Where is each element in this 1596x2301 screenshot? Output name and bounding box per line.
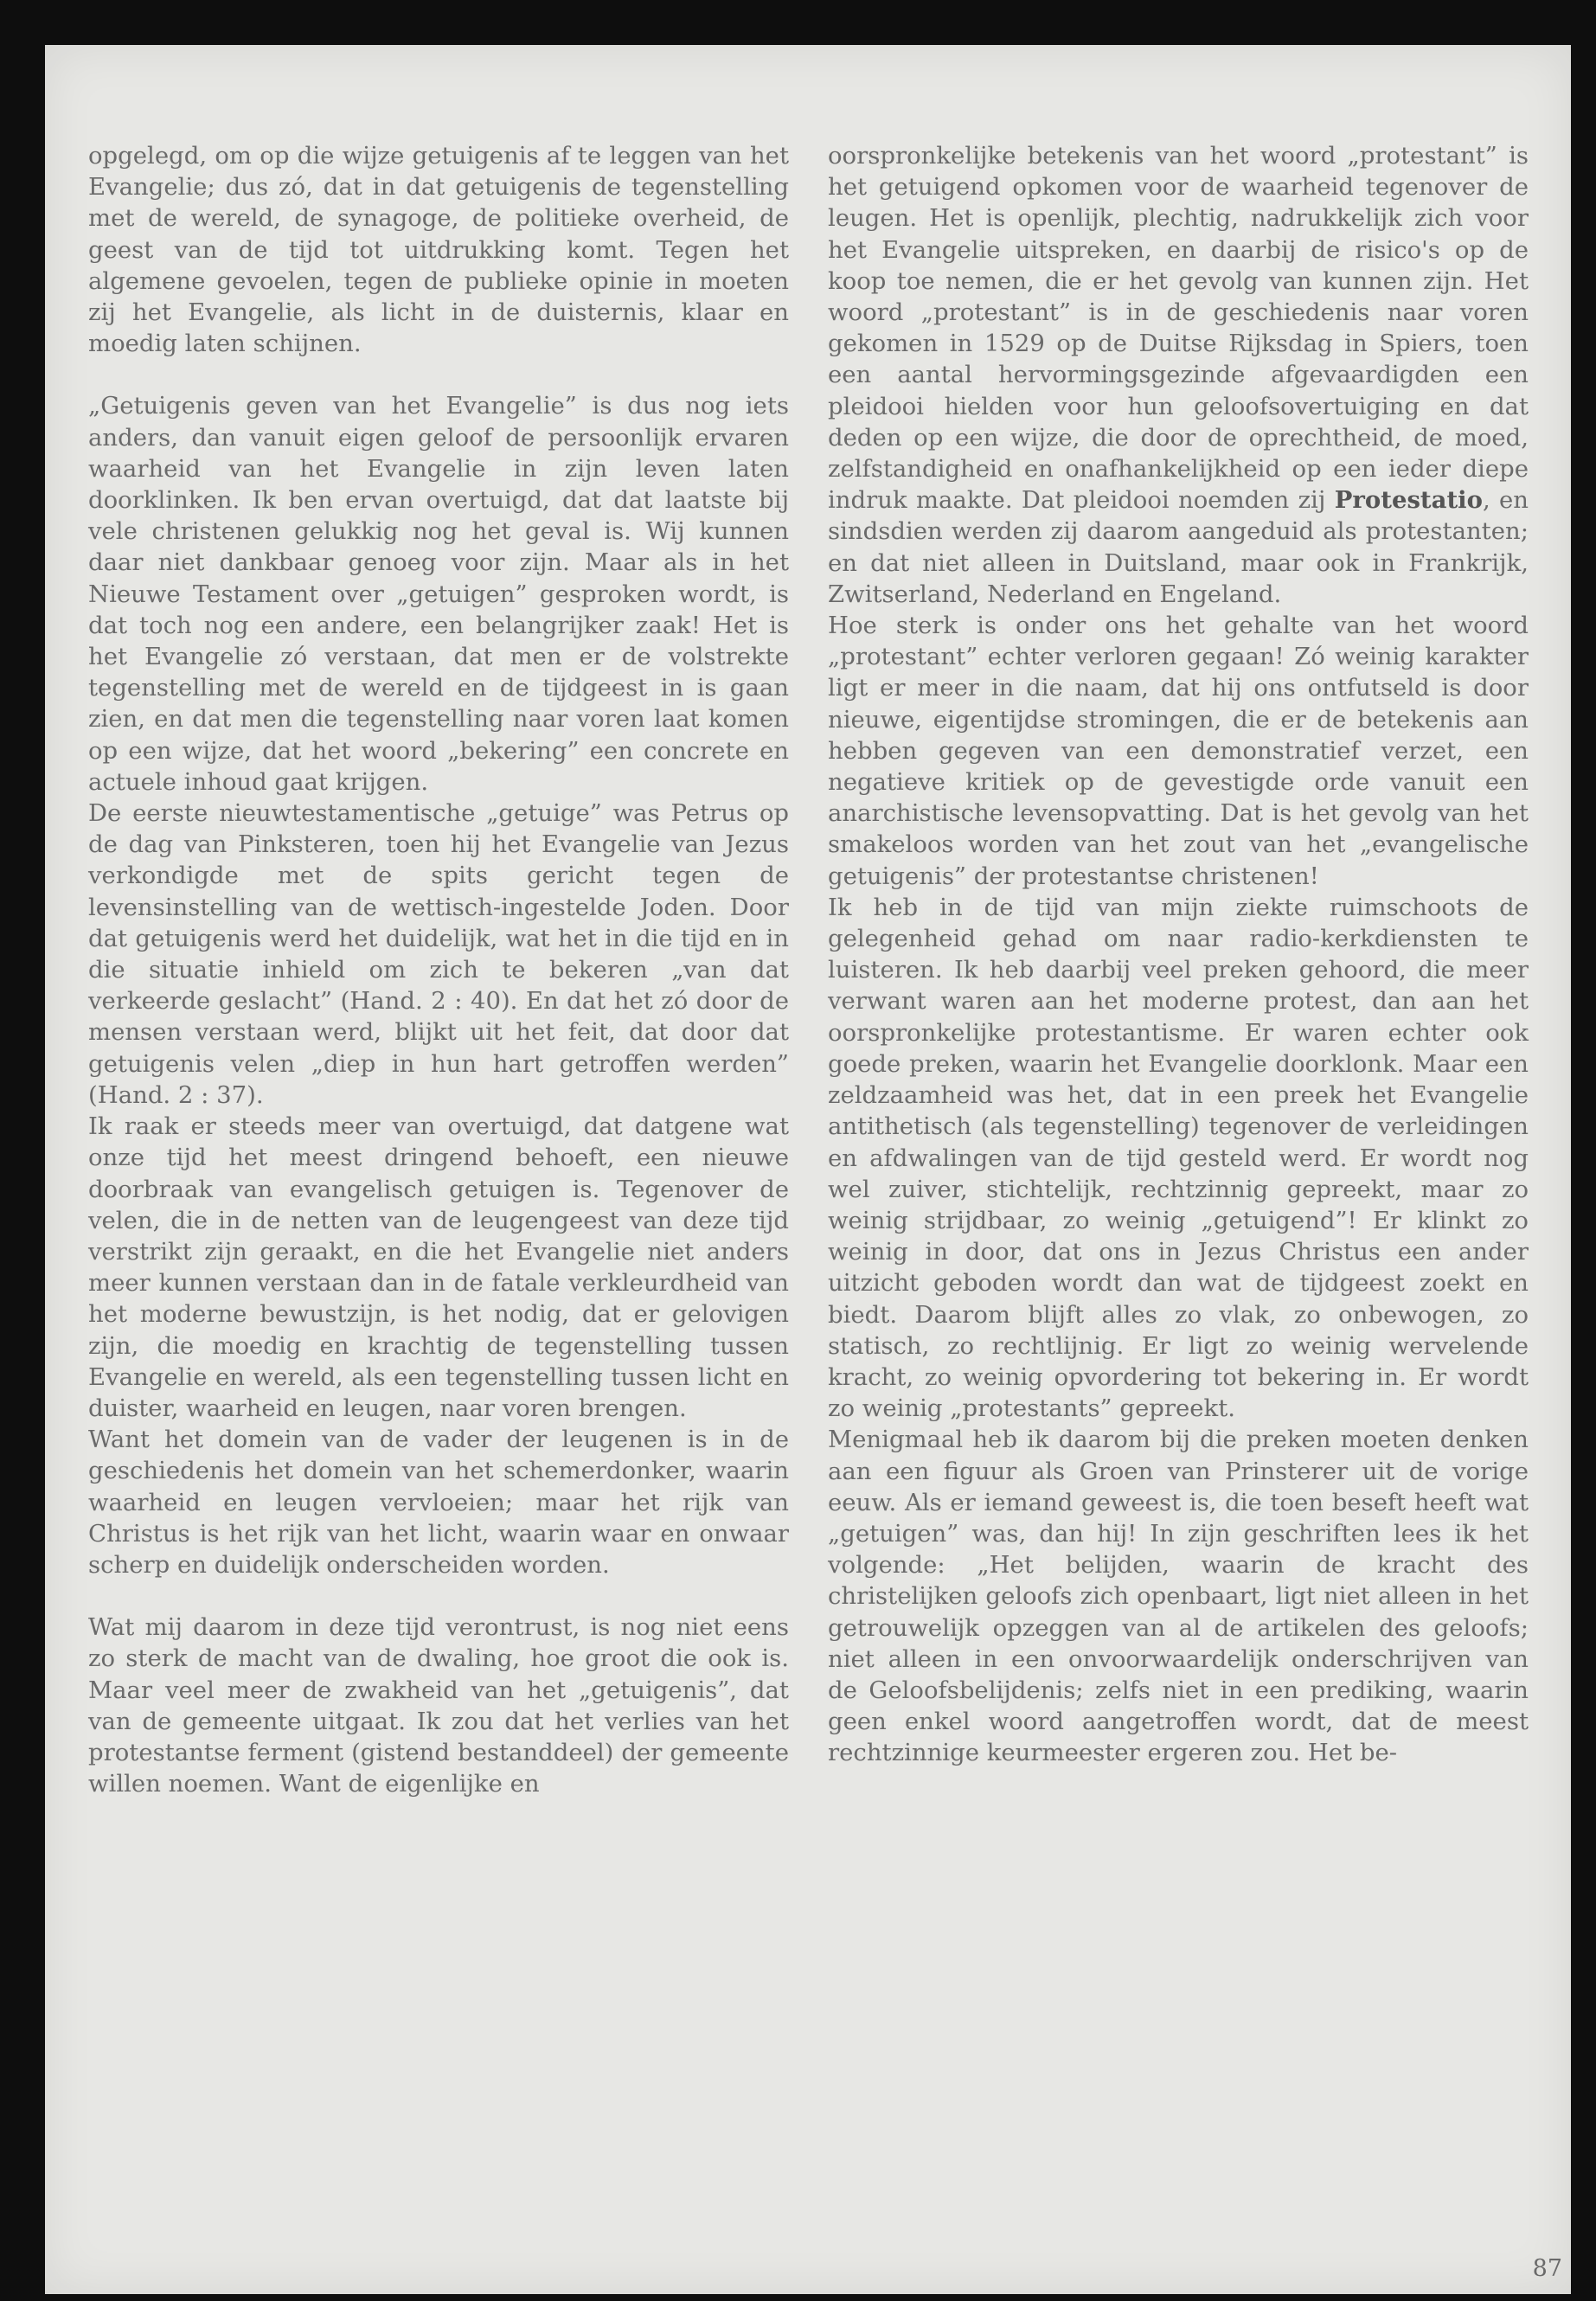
paragraph: „Getuigenis geven van het Evangelie” is dus nog iets anders, dan vanuit eigen geloof de persoonlijk ervaren waarheid van het Evangelie in zijn leven laten doorklinken. Ik ben ervan overtuigd, dat dat laatste bij vele christenen gelukkig nog het geval is. Wij kunnen daar niet dankbaar genoeg voor zijn. Maar als in het Nieuwe Testament over „getuigen” gesproken wordt, is dat toch nog een andere, een belangrijker zaak! Het is het Evangelie zó verstaan, dat men er de volstrekte tegenstelling met de wereld en de tijdgeest in is gaan zien, en dat men die tegenstelling naar voren laat komen op een wijze, dat het woord „bekering” een concrete en actuele inhoud gaat krijgen. [88, 392, 789, 796]
paragraph: Ik heb in de tijd van mijn ziekte ruimschoots de gelegenheid gehad om naar radio-kerkdiensten te luisteren. Ik heb daarbij veel preken gehoord, die meer verwant waren aan het moderne protest, dan aan het oorspronkelijke protestantisme. Er waren echter ook goede preken, waarin het Evangelie doorklonk. Maar een zeldzaamheid was het, dat in een preek het Evangelie antithetisch (als tegenstelling) tegenover de verleidingen en afdwalingen van de tijd gesteld werd. Er wordt nog wel zuiver, stichtelijk, rechtzinnig gepreekt, maar zo weinig strijdbaar, zo weinig „getuigend”! Er klinkt zo weinig in door, dat ons in Jezus Christus een ander uitzicht geboden wordt dan wat de tijdgeest zoekt en biedt. Daarom blijft alles zo vlak, zo onbewogen, zo statisch, zo rechtlijnig. Er ligt zo weinig wervelende kracht, zo weinig opvordering tot bekering in. Er wordt zo weinig „protestants” gepreekt. [828, 893, 1529, 1423]
paragraph: De eerste nieuwtestamentische „getuige” was Petrus op de dag van Pinksteren, toen hij het Evangelie van Jezus verkondigde met de spits gericht tegen de levensinstelling van de wettisch-ingestelde Joden. Door dat getuigenis werd het duidelijk, wat het in die tijd en in die situatie inhield om zich te bekeren „van dat verkeerde geslacht” (Hand. 2 : 40). En dat het zó door de mensen verstaan werd, blijkt uit het feit, dat door dat getuigenis velen „diep in hun hart getroffen werden” (Hand. 2 : 37). [88, 799, 789, 1109]
paragraph: Ik raak er steeds meer van overtuigd, dat datgene wat onze tijd het meest dringend behoeft, een nieuwe doorbraak van evangelisch getuigen is. Tegenover de velen, die in de netten van de leugengeest van deze tijd verstrikt zijn geraakt, en die het Evangelie niet anders meer kunnen verstaan dan in de fatale verkleurdheid van het moderne bewustzijn, is het nodig, dat er gelovigen zijn, die moedig en krachtig de tegenstelling tussen Evangelie en wereld, als een tegenstelling tussen licht en duister, waarheid en leugen, naar voren brengen. [88, 1112, 789, 1422]
paragraph: Hoe sterk is onder ons het gehalte van het woord „protestant” echter verloren gegaan! Zó weinig karakter ligt er meer in die naam, dat hij ons ontfutseld is door nieuwe, eigentijdse stromingen, die er de betekenis aan hebben gegeven van een demonstratief verzet, een negatieve kritiek op de gevestigde orde vanuit een anarchistische levensopvatting. Dat is het gevolg van het smakeloos worden van het zout van het „evangelische getuigenis” der protestantse christenen! [828, 612, 1529, 890]
paragraph: Menigmaal heb ik daarom bij die preken moeten denken aan een figuur als Groen van Prinsterer uit de vorige eeuw. Als er iemand geweest is, die toen beseft heeft wat „getuigen” was, dan hij! In zijn geschriften lees ik het volgende: „Het belijden, waarin de kracht des christelijken geloofs zich openbaart, ligt niet alleen in het getrouwelijk opzeggen van al de artikelen des geloofs; niet alleen in een onvoorwaardelijk onderschrijven van de Geloofsbelijdenis; zelfs niet in een prediking, waarin geen enkel woord aangetroffen wordt, dat de meest rechtzinnige keurmeester ergeren zou. Het be- [828, 1426, 1529, 1767]
page-number: 87 [1532, 2255, 1562, 2282]
text-span: oorspronkelijke betekenis van het woord „protestant” is het getuigend opkomen voor de waarheid tegenover de leugen. Het is openlijk, plechtig, nadrukkelijk zich voor het Evangelie uitspreken, en daarbij de risico's op de koop toe nemen, die er het gevolg van kunnen zijn. Het woord „protestant” is in de geschiedenis naar voren gekomen in 1529 op de Duitse Rijksdag in Spiers, toen een aantal hervormingsgezinde afgevaardigden een pleidooi hielden voor hun geloofsovertuiging en dat deden op een wijze, die door de oprechtheid, de moed, zelfstandigheid en onafhankelijkheid op een ieder diepe indruk maakte. Dat pleidooi noemden zij [828, 142, 1529, 515]
paragraph: Want het domein van de vader der leugenen is in de geschiedenis het domein van het schemerdonker, waarin waarheid en leugen vervloeien; maar het rijk van Christus is het rijk van het licht, waarin waar en onwaar scherp en duidelijk onderscheiden worden. [88, 1426, 789, 1579]
left-column [88, 140, 789, 1799]
paragraph [828, 140, 1529, 610]
paragraph: Wat mij daarom in deze tijd verontrust, is nog niet eens zo sterk de macht van de dwaling, hoe groot die ook is. Maar veel meer de zwakheid van het „getuigenis”, dat van de gemeente uitgaat. Ik zou dat het verlies van het protestantse ferment (gistend bestanddeel) der gemeente willen noemen. Want de eigenlijke en [88, 1613, 789, 1798]
emphasized-term: Protestatio [1334, 486, 1483, 515]
right-column [828, 140, 1529, 1769]
text-span: , en sindsdien werden zij daarom aangeduid als protestanten; en dat niet alleen in Duitsland, maar ook in Frankrijk, Zwitserland, Nederland en Engeland. [828, 486, 1529, 608]
paragraph: opgelegd, om op die wijze getuigenis af te leggen van het Evangelie; dus zó, dat in dat getuigenis de tegenstelling met de wereld, de synagoge, de politieke overheid, de geest van de tijd tot uitdrukking komt. Tegen het algemene gevoelen, tegen de publieke opinie in moeten zij het Evangelie, als licht in de duisternis, klaar en moedig laten schijnen. [88, 142, 789, 358]
document-page [45, 45, 1571, 2294]
